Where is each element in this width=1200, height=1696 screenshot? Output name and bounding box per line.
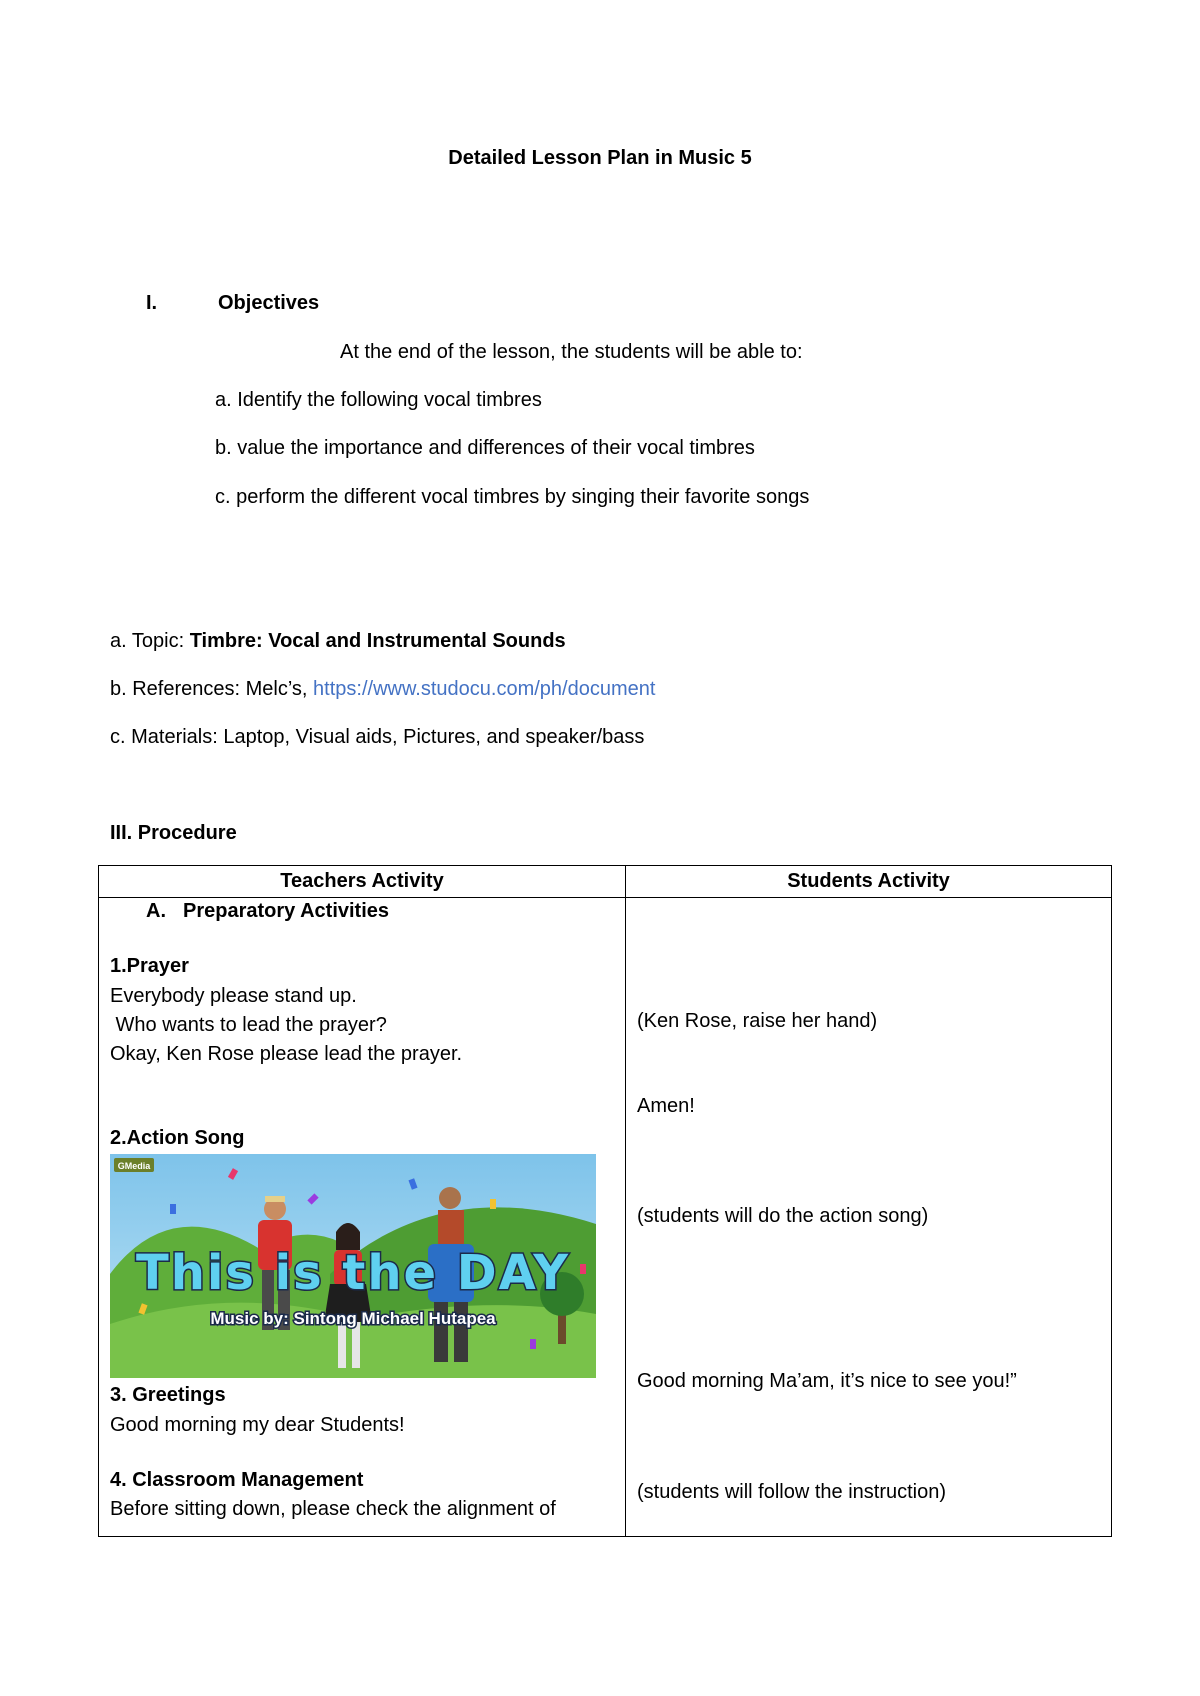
prayer-line: Who wants to lead the prayer? (110, 1014, 387, 1036)
action-song-heading: 2.Action Song (110, 1127, 245, 1149)
prep-title: Preparatory Activities (183, 900, 390, 922)
objectives-heading: Objectives (218, 292, 320, 314)
references-label: b. References: Melc’s, (110, 678, 314, 700)
student-response: Amen! (637, 1095, 695, 1117)
management-heading: 4. Classroom Management (110, 1469, 364, 1491)
table-row (99, 898, 1112, 1537)
prayer-line: Okay, Ken Rose please lead the prayer. (110, 1043, 463, 1065)
student-response: Good morning Ma’am, it’s nice to see you!” (637, 1370, 1017, 1392)
prep-letter: A. (146, 900, 166, 922)
video-thumbnail-art (110, 1154, 596, 1378)
prayer-line: Everybody please stand up. (110, 985, 357, 1007)
action-song-video-thumbnail[interactable] (110, 1154, 596, 1378)
procedure-table (98, 865, 1112, 1537)
references-line (110, 678, 655, 701)
table-header-row (99, 866, 1112, 898)
topic-label: a. Topic: (110, 630, 190, 652)
topic-value: Timbre: Vocal and Instrumental Sounds (189, 630, 566, 652)
student-response: (students will do the action song) (637, 1205, 929, 1227)
teacher-activity-cell (99, 898, 626, 1537)
topic-line (110, 630, 566, 653)
document-title: Detailed Lesson Plan in Music 5 (448, 147, 752, 169)
greetings-heading: 3. Greetings (110, 1384, 226, 1406)
procedure-heading: III. Procedure (110, 822, 237, 844)
video-title: This is the DAY (136, 1245, 570, 1301)
objective-item-c: c. perform the different vocal timbres by singing their favorite songs (215, 486, 810, 508)
references-link[interactable]: https://www.studocu.com/ph/document (313, 678, 656, 700)
prayer-heading: 1.Prayer (110, 955, 189, 977)
objective-item-b: b. value the importance and differences of their vocal timbres (215, 437, 755, 459)
objectives-intro: At the end of the lesson, the students will be able to: (340, 341, 803, 363)
video-credit: Music by: Sintong Michael Hutapea (210, 1309, 496, 1328)
teachers-activity-header: Teachers Activity (99, 866, 626, 898)
student-response: (Ken Rose, raise her hand) (637, 1010, 878, 1032)
channel-badge: GMedia (117, 1161, 151, 1171)
objective-item-a: a. Identify the following vocal timbres (215, 389, 542, 411)
greetings-line: Good morning my dear Students! (110, 1414, 405, 1436)
objectives-number: I. (146, 292, 158, 314)
student-response: (students will follow the instruction) (637, 1481, 947, 1503)
materials-line: c. Materials: Laptop, Visual aids, Pictures, and speaker/bass (110, 726, 645, 748)
management-line: Before sitting down, please check the alignment of (110, 1498, 556, 1520)
student-activity-cell (626, 898, 1112, 1537)
students-activity-header: Students Activity (626, 866, 1112, 898)
